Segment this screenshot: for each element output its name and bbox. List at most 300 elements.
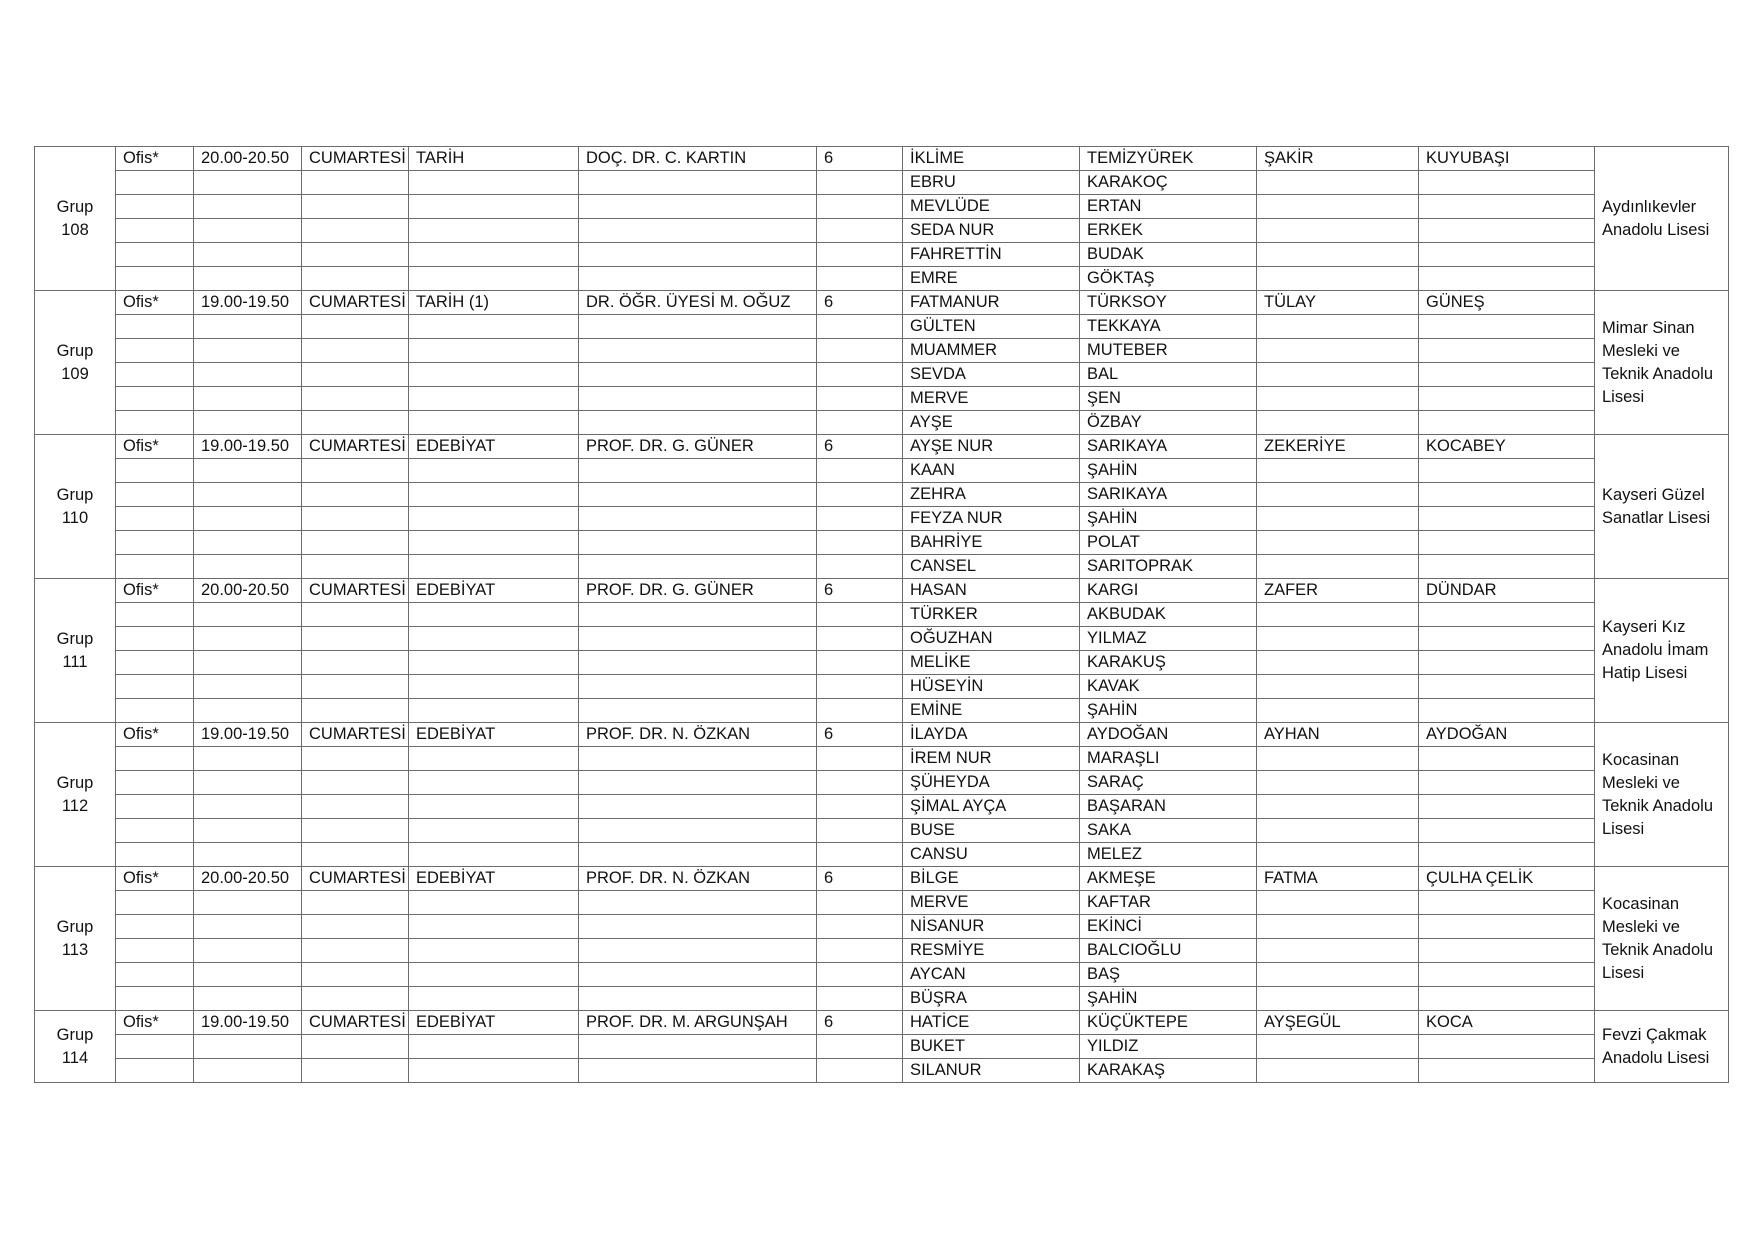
empty-cell <box>409 651 579 675</box>
empty-cell <box>409 939 579 963</box>
empty-cell <box>116 315 194 339</box>
empty-cell <box>579 1035 817 1059</box>
student-first-name: KAAN <box>903 459 1080 483</box>
student-first-name: GÜLTEN <box>903 315 1080 339</box>
student-last-name: POLAT <box>1080 531 1257 555</box>
table-row <box>35 723 1729 747</box>
course-cell: TARİH (1) <box>409 291 579 315</box>
student-first-name: AYŞE <box>903 411 1080 435</box>
count-cell: 6 <box>817 291 903 315</box>
empty-cell <box>1257 387 1419 411</box>
empty-cell <box>116 171 194 195</box>
empty-cell <box>1419 939 1595 963</box>
student-first-name: SEVDA <box>903 363 1080 387</box>
empty-cell <box>116 819 194 843</box>
group-label-text: Grup 109 <box>56 341 94 383</box>
empty-cell <box>1257 411 1419 435</box>
empty-cell <box>579 987 817 1011</box>
group-label-text: Grup 113 <box>56 917 94 959</box>
empty-cell <box>1419 891 1595 915</box>
empty-cell <box>194 483 302 507</box>
student-first-name: TÜRKER <box>903 603 1080 627</box>
empty-cell <box>194 963 302 987</box>
table-row <box>35 939 1729 963</box>
empty-cell <box>579 363 817 387</box>
student-first-name: RESMİYE <box>903 939 1080 963</box>
empty-cell <box>302 339 409 363</box>
empty-cell <box>1419 627 1595 651</box>
empty-cell <box>1419 531 1595 555</box>
empty-cell <box>302 243 409 267</box>
group-label <box>35 723 116 867</box>
empty-cell <box>1419 699 1595 723</box>
empty-cell <box>579 195 817 219</box>
group-label-text: Grup 110 <box>56 485 94 527</box>
empty-cell <box>194 747 302 771</box>
empty-cell <box>302 603 409 627</box>
school-cell <box>1595 147 1729 291</box>
empty-cell <box>1257 891 1419 915</box>
student-last-name: ŞAHİN <box>1080 459 1257 483</box>
empty-cell <box>1257 507 1419 531</box>
empty-cell <box>194 339 302 363</box>
empty-cell <box>302 411 409 435</box>
empty-cell <box>579 1059 817 1083</box>
table-row <box>35 795 1729 819</box>
empty-cell <box>194 1059 302 1083</box>
empty-cell <box>817 387 903 411</box>
empty-cell <box>1419 915 1595 939</box>
empty-cell <box>1257 915 1419 939</box>
student-last-name: SARIKAYA <box>1080 435 1257 459</box>
empty-cell <box>302 747 409 771</box>
empty-cell <box>409 315 579 339</box>
empty-cell <box>817 1059 903 1083</box>
student-first-name: AYŞE NUR <box>903 435 1080 459</box>
empty-cell <box>1419 651 1595 675</box>
empty-cell <box>1257 531 1419 555</box>
empty-cell <box>194 891 302 915</box>
empty-cell <box>194 819 302 843</box>
empty-cell <box>116 795 194 819</box>
empty-cell <box>817 699 903 723</box>
empty-cell <box>1419 195 1595 219</box>
empty-cell <box>579 843 817 867</box>
empty-cell <box>817 315 903 339</box>
student-first-name: EMİNE <box>903 699 1080 723</box>
empty-cell <box>116 915 194 939</box>
empty-cell <box>302 795 409 819</box>
group-label-text: Grup 108 <box>56 197 94 239</box>
teacher-first-name: FATMA <box>1257 867 1419 891</box>
empty-cell <box>1419 411 1595 435</box>
teacher-first-name: AYŞEGÜL <box>1257 1011 1419 1035</box>
empty-cell <box>579 555 817 579</box>
empty-cell <box>409 339 579 363</box>
empty-cell <box>302 771 409 795</box>
student-last-name: YILMAZ <box>1080 627 1257 651</box>
empty-cell <box>194 555 302 579</box>
table-row <box>35 771 1729 795</box>
empty-cell <box>116 627 194 651</box>
empty-cell <box>1257 939 1419 963</box>
empty-cell <box>194 171 302 195</box>
count-cell: 6 <box>817 579 903 603</box>
instructor-cell: DR. ÖĞR. ÜYESİ M. OĞUZ <box>579 291 817 315</box>
empty-cell <box>579 267 817 291</box>
empty-cell <box>302 675 409 699</box>
empty-cell <box>1419 243 1595 267</box>
empty-cell <box>194 411 302 435</box>
school-name: Kayseri Kız Anadolu İmam Hatip Lisesi <box>1602 618 1709 682</box>
empty-cell <box>1419 819 1595 843</box>
empty-cell <box>1419 1035 1595 1059</box>
empty-cell <box>116 411 194 435</box>
table-row <box>35 291 1729 315</box>
time-cell: 19.00-19.50 <box>194 435 302 459</box>
empty-cell <box>1257 675 1419 699</box>
empty-cell <box>817 339 903 363</box>
empty-cell <box>302 267 409 291</box>
student-last-name: TEKKAYA <box>1080 315 1257 339</box>
student-last-name: ERKEK <box>1080 219 1257 243</box>
empty-cell <box>194 387 302 411</box>
empty-cell <box>1419 795 1595 819</box>
table-row <box>35 843 1729 867</box>
group-label <box>35 1011 116 1083</box>
empty-cell <box>1419 339 1595 363</box>
student-last-name: ŞAHİN <box>1080 699 1257 723</box>
student-first-name: FATMANUR <box>903 291 1080 315</box>
group-label <box>35 147 116 291</box>
empty-cell <box>1419 987 1595 1011</box>
table-row <box>35 171 1729 195</box>
empty-cell <box>817 603 903 627</box>
day-cell: CUMARTESİ <box>302 867 409 891</box>
table-row <box>35 867 1729 891</box>
empty-cell <box>817 483 903 507</box>
empty-cell <box>1257 195 1419 219</box>
empty-cell <box>817 795 903 819</box>
group-label <box>35 579 116 723</box>
empty-cell <box>194 1035 302 1059</box>
student-last-name: SARAÇ <box>1080 771 1257 795</box>
empty-cell <box>302 1035 409 1059</box>
school-cell <box>1595 579 1729 723</box>
empty-cell <box>579 819 817 843</box>
teacher-first-name: ZAFER <box>1257 579 1419 603</box>
empty-cell <box>817 651 903 675</box>
office-cell: Ofis* <box>116 1011 194 1035</box>
schedule-sheet <box>34 146 1728 1083</box>
student-last-name: MARAŞLI <box>1080 747 1257 771</box>
student-last-name: BAL <box>1080 363 1257 387</box>
count-cell: 6 <box>817 867 903 891</box>
student-first-name: BAHRİYE <box>903 531 1080 555</box>
empty-cell <box>1257 795 1419 819</box>
instructor-cell: PROF. DR. M. ARGUNŞAH <box>579 1011 817 1035</box>
empty-cell <box>817 843 903 867</box>
empty-cell <box>1257 771 1419 795</box>
empty-cell <box>817 1035 903 1059</box>
table-row <box>35 243 1729 267</box>
empty-cell <box>1257 339 1419 363</box>
course-cell: EDEBİYAT <box>409 1011 579 1035</box>
table-row <box>35 195 1729 219</box>
empty-cell <box>409 195 579 219</box>
student-first-name: OĞUZHAN <box>903 627 1080 651</box>
day-cell: CUMARTESİ <box>302 723 409 747</box>
empty-cell <box>302 699 409 723</box>
table-row <box>35 963 1729 987</box>
empty-cell <box>817 507 903 531</box>
empty-cell <box>116 1059 194 1083</box>
empty-cell <box>1257 315 1419 339</box>
instructor-cell: PROF. DR. N. ÖZKAN <box>579 867 817 891</box>
empty-cell <box>409 795 579 819</box>
time-cell: 20.00-20.50 <box>194 147 302 171</box>
empty-cell <box>1257 555 1419 579</box>
time-cell: 20.00-20.50 <box>194 867 302 891</box>
empty-cell <box>302 651 409 675</box>
office-cell: Ofis* <box>116 723 194 747</box>
course-cell: EDEBİYAT <box>409 435 579 459</box>
empty-cell <box>116 771 194 795</box>
empty-cell <box>1419 555 1595 579</box>
empty-cell <box>194 459 302 483</box>
student-last-name: ERTAN <box>1080 195 1257 219</box>
empty-cell <box>579 963 817 987</box>
student-first-name: BÜŞRA <box>903 987 1080 1011</box>
empty-cell <box>302 843 409 867</box>
student-last-name: YILDIZ <box>1080 1035 1257 1059</box>
empty-cell <box>579 387 817 411</box>
empty-cell <box>409 267 579 291</box>
student-last-name: TEMİZYÜREK <box>1080 147 1257 171</box>
empty-cell <box>302 1059 409 1083</box>
empty-cell <box>194 915 302 939</box>
empty-cell <box>302 939 409 963</box>
school-name: Fevzi Çakmak Anadolu Lisesi <box>1602 1025 1710 1067</box>
empty-cell <box>116 675 194 699</box>
empty-cell <box>194 939 302 963</box>
student-first-name: ZEHRA <box>903 483 1080 507</box>
group-label <box>35 291 116 435</box>
student-last-name: KARGI <box>1080 579 1257 603</box>
empty-cell <box>817 987 903 1011</box>
student-first-name: HASAN <box>903 579 1080 603</box>
empty-cell <box>116 843 194 867</box>
instructor-cell: PROF. DR. N. ÖZKAN <box>579 723 817 747</box>
empty-cell <box>817 243 903 267</box>
empty-cell <box>116 459 194 483</box>
student-first-name: SILANUR <box>903 1059 1080 1083</box>
day-cell: CUMARTESİ <box>302 579 409 603</box>
table-row <box>35 651 1729 675</box>
empty-cell <box>817 459 903 483</box>
teacher-last-name: KUYUBAŞI <box>1419 147 1595 171</box>
empty-cell <box>194 675 302 699</box>
empty-cell <box>194 243 302 267</box>
course-cell: TARİH <box>409 147 579 171</box>
empty-cell <box>302 195 409 219</box>
empty-cell <box>409 1035 579 1059</box>
empty-cell <box>817 267 903 291</box>
empty-cell <box>1419 771 1595 795</box>
student-first-name: İREM NUR <box>903 747 1080 771</box>
empty-cell <box>1257 603 1419 627</box>
student-last-name: BALCIOĞLU <box>1080 939 1257 963</box>
student-first-name: CANSEL <box>903 555 1080 579</box>
table-row <box>35 147 1729 171</box>
table-row <box>35 411 1729 435</box>
instructor-cell: DOÇ. DR. C. KARTIN <box>579 147 817 171</box>
table-row <box>35 267 1729 291</box>
group-label <box>35 867 116 1011</box>
table-row <box>35 387 1729 411</box>
student-first-name: MUAMMER <box>903 339 1080 363</box>
student-last-name: SARIKAYA <box>1080 483 1257 507</box>
empty-cell <box>116 195 194 219</box>
table-row <box>35 555 1729 579</box>
student-last-name: BAŞARAN <box>1080 795 1257 819</box>
empty-cell <box>1419 747 1595 771</box>
empty-cell <box>302 363 409 387</box>
empty-cell <box>116 963 194 987</box>
student-first-name: İKLİME <box>903 147 1080 171</box>
empty-cell <box>194 363 302 387</box>
empty-cell <box>579 339 817 363</box>
course-cell: EDEBİYAT <box>409 723 579 747</box>
group-label-text: Grup 114 <box>56 1025 94 1067</box>
empty-cell <box>409 771 579 795</box>
table-row <box>35 483 1729 507</box>
student-first-name: HATİCE <box>903 1011 1080 1035</box>
student-last-name: BUDAK <box>1080 243 1257 267</box>
table-row <box>35 627 1729 651</box>
empty-cell <box>817 771 903 795</box>
student-last-name: SARITOPRAK <box>1080 555 1257 579</box>
empty-cell <box>116 219 194 243</box>
empty-cell <box>1419 675 1595 699</box>
empty-cell <box>116 651 194 675</box>
office-cell: Ofis* <box>116 579 194 603</box>
empty-cell <box>1257 459 1419 483</box>
student-first-name: MEVLÜDE <box>903 195 1080 219</box>
teacher-first-name: ŞAKİR <box>1257 147 1419 171</box>
table-row <box>35 987 1729 1011</box>
empty-cell <box>194 987 302 1011</box>
student-last-name: KÜÇÜKTEPE <box>1080 1011 1257 1035</box>
empty-cell <box>817 675 903 699</box>
empty-cell <box>409 171 579 195</box>
table-row <box>35 747 1729 771</box>
day-cell: CUMARTESİ <box>302 147 409 171</box>
empty-cell <box>409 963 579 987</box>
table-row <box>35 363 1729 387</box>
student-last-name: KAVAK <box>1080 675 1257 699</box>
empty-cell <box>817 915 903 939</box>
empty-cell <box>1257 651 1419 675</box>
empty-cell <box>817 627 903 651</box>
teacher-first-name: AYHAN <box>1257 723 1419 747</box>
student-first-name: CANSU <box>903 843 1080 867</box>
empty-cell <box>579 603 817 627</box>
empty-cell <box>1419 267 1595 291</box>
empty-cell <box>579 747 817 771</box>
empty-cell <box>409 483 579 507</box>
student-first-name: NİSANUR <box>903 915 1080 939</box>
empty-cell <box>1419 171 1595 195</box>
empty-cell <box>579 675 817 699</box>
empty-cell <box>302 915 409 939</box>
student-last-name: KAFTAR <box>1080 891 1257 915</box>
office-cell: Ofis* <box>116 435 194 459</box>
school-name: Kayseri Güzel Sanatlar Lisesi <box>1602 485 1711 527</box>
student-last-name: KARAKUŞ <box>1080 651 1257 675</box>
table-row <box>35 219 1729 243</box>
empty-cell <box>1257 843 1419 867</box>
empty-cell <box>194 507 302 531</box>
empty-cell <box>817 819 903 843</box>
course-cell: EDEBİYAT <box>409 867 579 891</box>
empty-cell <box>579 531 817 555</box>
table-row <box>35 1011 1729 1035</box>
empty-cell <box>409 555 579 579</box>
student-first-name: İLAYDA <box>903 723 1080 747</box>
empty-cell <box>1257 243 1419 267</box>
empty-cell <box>1419 843 1595 867</box>
empty-cell <box>579 699 817 723</box>
empty-cell <box>194 195 302 219</box>
empty-cell <box>579 627 817 651</box>
empty-cell <box>579 243 817 267</box>
empty-cell <box>302 555 409 579</box>
empty-cell <box>409 507 579 531</box>
student-last-name: MELEZ <box>1080 843 1257 867</box>
empty-cell <box>817 963 903 987</box>
instructor-cell: PROF. DR. G. GÜNER <box>579 579 817 603</box>
empty-cell <box>579 651 817 675</box>
school-cell <box>1595 1011 1729 1083</box>
empty-cell <box>116 555 194 579</box>
student-last-name: ŞAHİN <box>1080 987 1257 1011</box>
student-last-name: EKİNCİ <box>1080 915 1257 939</box>
student-first-name: AYCAN <box>903 963 1080 987</box>
empty-cell <box>116 363 194 387</box>
empty-cell <box>817 939 903 963</box>
count-cell: 6 <box>817 1011 903 1035</box>
empty-cell <box>1257 1059 1419 1083</box>
school-cell <box>1595 867 1729 1011</box>
table-row <box>35 819 1729 843</box>
empty-cell <box>579 939 817 963</box>
school-name: Mimar Sinan Mesleki ve Teknik Anadolu Lisesi <box>1602 318 1713 406</box>
school-name: Aydınlıkevler Anadolu Lisesi <box>1602 197 1710 239</box>
empty-cell <box>1419 483 1595 507</box>
student-last-name: MUTEBER <box>1080 339 1257 363</box>
empty-cell <box>1257 483 1419 507</box>
student-last-name: KARAKAŞ <box>1080 1059 1257 1083</box>
student-first-name: MERVE <box>903 387 1080 411</box>
empty-cell <box>1419 315 1595 339</box>
empty-cell <box>817 195 903 219</box>
empty-cell <box>194 219 302 243</box>
table-row <box>35 315 1729 339</box>
empty-cell <box>1419 219 1595 243</box>
table-row <box>35 915 1729 939</box>
empty-cell <box>409 819 579 843</box>
